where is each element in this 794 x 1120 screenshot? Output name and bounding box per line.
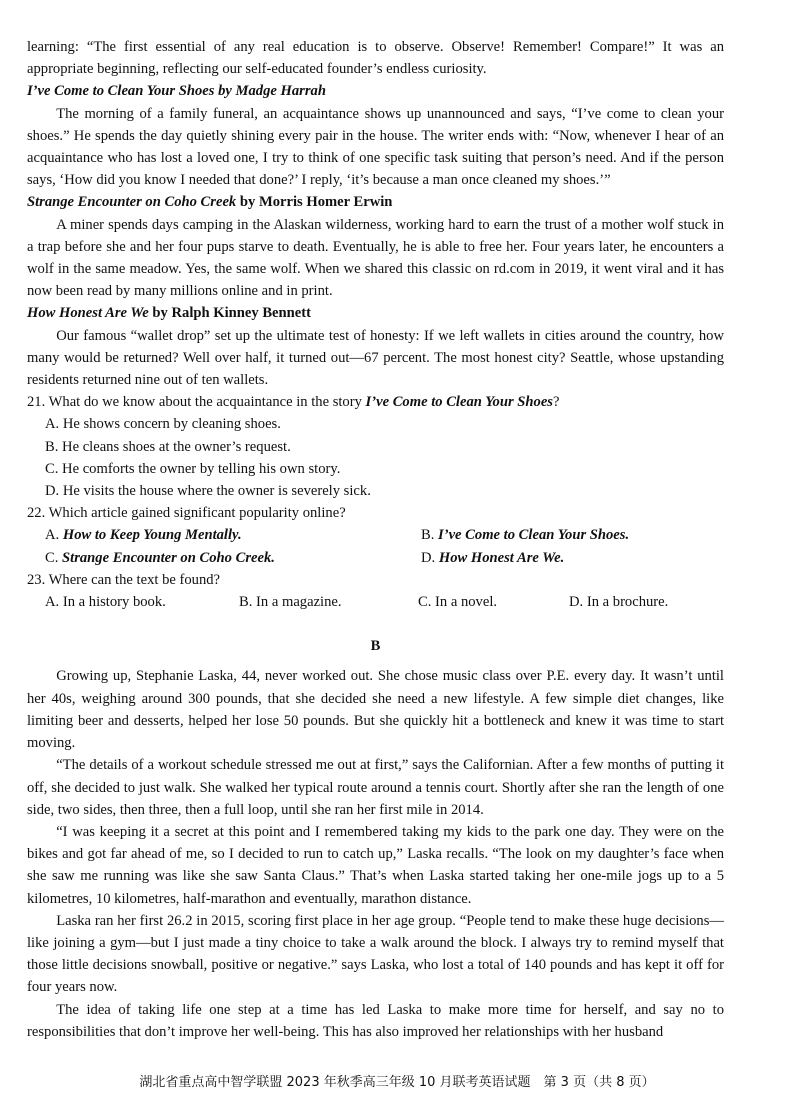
section-heading-b: B [370,638,381,655]
option-text: How Honest Are We. [438,549,565,566]
question-23-option-c: C. In a novel. [418,594,498,611]
option-letter: D. [421,549,439,566]
question-22-option-a [45,524,421,546]
article-body: The morning of a family funeral, an acquaintance shows up unannounced and says, “I’ve come to clean your shoes.” He spends the day quietly shining every pair in the house. The writer ends with: “Now, whenever I hear of an acquaintance who has lost a loved one, I try to think of one specific task suiting that person’s need. And if the person says, ‘How did you know I needed that done?’ I reply, ‘it’s because a man once cleaned my shoes.’” [27,105,724,189]
option-text: How to Keep Young Mentally. [62,527,242,544]
article-title-text: I’ve Come to Clean Your Shoes [27,83,215,100]
page-content [27,36,724,1043]
article-body: Our famous “wallet drop” set up the ultimate test of honesty: If we left wallets in cities around the country, how many would be returned? Well over half, it turned out—67 percent. The most honest city? Seattle, whose upstanding residents returned nine out of ten wallets. [27,327,724,389]
option-letter: C. [45,549,63,566]
article-byline: by Madge Harrah [218,83,326,100]
passage-b-paragraph: Laska ran her first 26.2 in 2015, scoring first place in her age group. “People tend to make these huge decisions—like joining a gym—but I just made a tiny choice to take a walk around the block. I always try to remind myself that those little decisions snowball, positive or negative.” says Laska, who lost a total of 140 pounds and has kept it off for four years now. [27,912,724,996]
question-22: 22. Which article gained significant popularity online? [27,505,346,522]
option-text: I’ve Come to Clean Your Shoes. [438,527,630,544]
page-footer: 湖北省重点高中智学联盟 2023 年秋季高三年级 10 月联考英语试题 第 3 页（共 8 页） [139,1075,655,1090]
question-22-option-d [421,547,742,569]
article-title [27,191,724,213]
passage-b-paragraph: “The details of a workout schedule stressed me out at first,” says the Californian. After a few months of putting it off, she decided to just walk. She walked her typical route around a tennis court. Shortly after she ran the length of one side, two sides, then three, then a full loop, until she ran her first mile in 2014. [27,757,724,818]
question-21-stem: 21. What do we know about the acquaintance in the story [27,394,366,411]
question-21-title: I’ve Come to Clean Your Shoes [365,394,553,411]
question-21-option-b: B. He cleans shoes at the owner’s request. [45,438,291,455]
option-letter: A. [45,527,63,544]
option-text: Strange Encounter on Coho Creek. [62,549,275,566]
passage-b-paragraph: The idea of taking life one step at a time has led Laska to make more time for herself, and say no to responsibilities that don’t improve her well-being. This has also improved her relationships with her husband [27,1001,724,1040]
question-21-option-c: C. He comforts the owner by telling his own story. [45,460,341,477]
question-21-stem-end: ? [553,394,560,411]
question-23-option-a: A. In a history book. [45,594,166,611]
option-letter: B. [421,527,439,544]
question-23-option-b: B. In a magazine. [239,594,342,611]
article-byline: by Ralph Kinney Bennett [152,305,311,322]
question-22-option-b [421,524,742,546]
question-21-option-d: D. He visits the house where the owner is severely sick. [45,483,371,500]
question-21 [27,391,724,413]
question-23-options [45,591,724,613]
article-title-text: How Honest Are We [27,305,149,322]
question-22-options [45,524,724,568]
question-23: 23. Where can the text be found? [27,571,221,588]
question-22-option-c [45,547,421,569]
article-title [27,80,724,102]
article-byline: by Morris Homer Erwin [239,194,393,211]
passage-a-intro: learning: “The first essential of any real education is to observe. Observe! Remember! Compare!” It was an appropriate beginning, reflecting our self-educated founder’s endless curiosity. [27,39,724,78]
passage-b-paragraph: Growing up, Stephanie Laska, 44, never worked out. She chose music class over P.E. every day. It wasn’t until her 40s, weighing around 300 pounds, that she decided she need a new lifestyle. A few simple diet changes, like limiting beer and desserts, helped her lose 50 pounds. But she quickly hit a bottleneck and knew it was time to start moving. [27,668,724,752]
passage-b-paragraph: “I was keeping it a secret at this point and I remembered taking my kids to the park one day. They were on the bikes and got far ahead of me, so I decided to run to catch up,” Laska recalls. “The look on my daughter’s face when she saw me running was like she saw Santa Claus.” That’s when Laska started taking her one-mile jogs up to a 5 kilometres, 10 kilometres, half-marathon and eventually, marathon distance. [27,823,724,907]
article-body: A miner spends days camping in the Alaskan wilderness, working hard to earn the trust of a mother wolf stuck in a trap before she and her four pups starve to death. Eventually, he is able to free her. Four years later, he encounters a wolf in the same meadow. Yes, the same wolf. When we shared this classic on rd.com in 2019, it went viral and it has now been read by many millions online and in print. [27,216,724,300]
article-title [27,302,724,324]
question-21-option-a: A. He shows concern by cleaning shoes. [45,416,281,433]
article-title-text: Strange Encounter on Coho Creek [27,194,237,211]
question-23-option-d: D. In a brochure. [569,594,669,611]
